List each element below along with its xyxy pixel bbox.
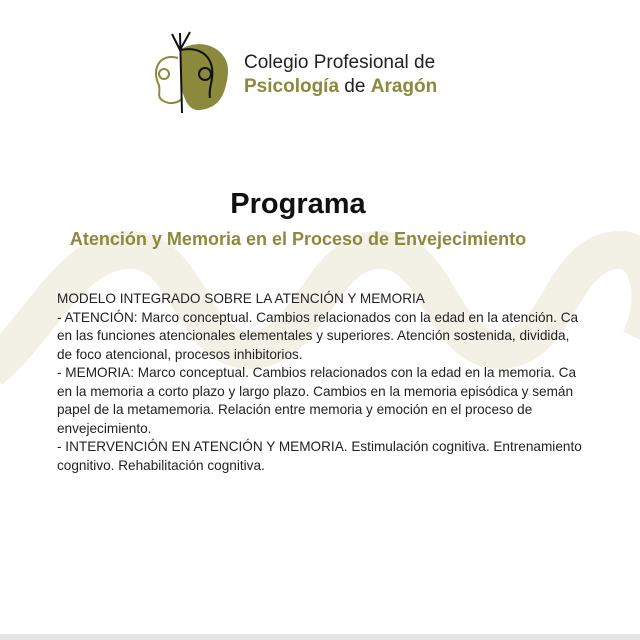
- content-line: envejecimiento.: [57, 420, 152, 436]
- content-line: - MEMORIA: Marco conceptual. Cambios relacionados con la edad en la memoria. Ca: [57, 365, 577, 380]
- content-line: - ATENCIÓN: Marco conceptual. Cambios relacionados con la edad en la atención. Ca: [57, 309, 579, 325]
- org-name-line2: [244, 76, 437, 98]
- content-line: en la memoria a corto plazo y largo plazo. Cambios en la memoria episódica y semán: [57, 383, 574, 399]
- org-de: de: [339, 76, 371, 97]
- page-subtitle: Atención y Memoria en el Proceso de Envejecimiento: [69, 229, 527, 249]
- bottom-divider: [0, 634, 640, 640]
- content-line: - INTERVENCIÓN EN ATENCIÓN Y MEMORIA. Estimulación cognitiva. Entrenamiento: [57, 439, 582, 454]
- org-name-line1: Colegio Profesional de: [244, 52, 436, 73]
- content-line: cognitivo. Rehabilitación cognitiva.: [57, 457, 265, 473]
- content-line: MODELO INTEGRADO SOBRE LA ATENCIÓN Y MEMORIA: [57, 291, 425, 306]
- org-psicologia: Psicología: [244, 76, 340, 97]
- org-aragon: Aragón: [370, 76, 438, 97]
- logo-icon: [150, 28, 240, 118]
- content-line: de foco atencional, procesos inhibitorios.: [57, 346, 303, 362]
- content-line: papel de la metamemoria. Relación entre memoria y emoción en el proceso de: [57, 402, 533, 417]
- content-line: en las funciones atencionales elementales y superiores. Atención sostenida, dividida,: [57, 328, 570, 343]
- page-title: Programa: [230, 188, 366, 220]
- program-content: [57, 290, 640, 475]
